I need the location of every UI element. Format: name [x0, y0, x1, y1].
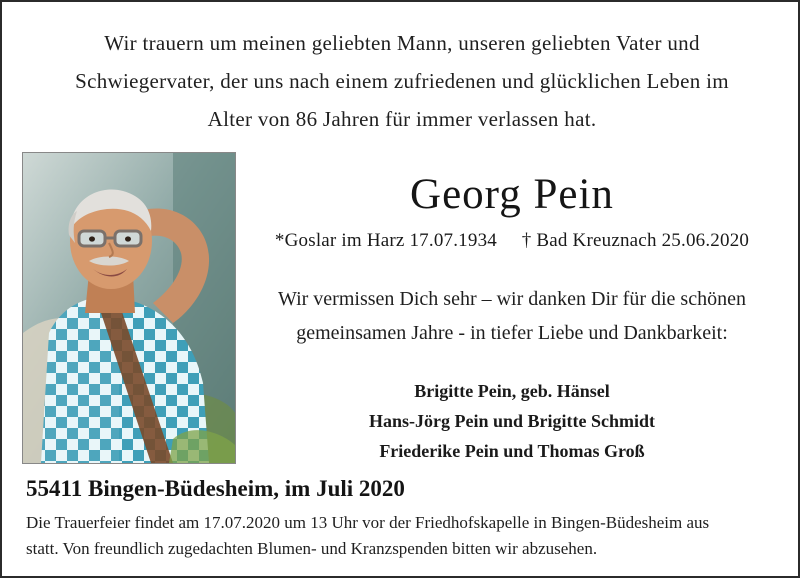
obituary-main-text: [248, 170, 776, 466]
portrait-illustration: [23, 153, 235, 463]
funeral-line-2: statt. Von freundlich zugedachten Blumen- und Kranzspenden bitten wir abzusehen.: [26, 539, 598, 558]
death-symbol: †: [521, 230, 532, 251]
intro-line-2: Schwiegervater, der uns nach einem zufriedenen und glücklichen Leben im: [75, 69, 729, 93]
birth-symbol: *: [274, 230, 285, 251]
survivors-list: [248, 376, 776, 466]
intro-text: [42, 24, 762, 138]
portrait-photo: [22, 152, 236, 464]
funeral-details: [26, 510, 778, 562]
funeral-line-1: Die Trauerfeier findet am 17.07.2020 um 13 Uhr vor der Friedhofskapelle in Bingen-Büdesheim aus: [26, 513, 710, 532]
survivor-3: Friederike Pein und Thomas Groß: [379, 441, 645, 461]
birth-info: Goslar im Harz 17.07.1934: [284, 230, 497, 251]
intro-line-3: Alter von 86 Jahren für immer verlassen hat.: [207, 107, 597, 131]
survivor-2: Hans-Jörg Pein und Brigitte Schmidt: [368, 411, 655, 431]
life-dates: [248, 230, 776, 252]
intro-line-1: Wir trauern um meinen geliebten Mann, unseren geliebten Vater und: [104, 31, 700, 55]
death-info: Bad Kreuznach 25.06.2020: [536, 230, 750, 251]
survivor-1: Brigitte Pein, geb. Hänsel: [414, 381, 610, 401]
place-and-date: 55411 Bingen-Büdesheim, im Juli 2020: [26, 476, 405, 501]
verse-line-1: Wir vermissen Dich sehr – wir danken Dir für die schönen: [278, 288, 746, 310]
verse-line-2: gemeinsamen Jahre - in tiefer Liebe und Dankbarkeit:: [296, 322, 728, 344]
memorial-verse: [248, 282, 776, 350]
deceased-name: Georg Pein: [410, 171, 614, 218]
